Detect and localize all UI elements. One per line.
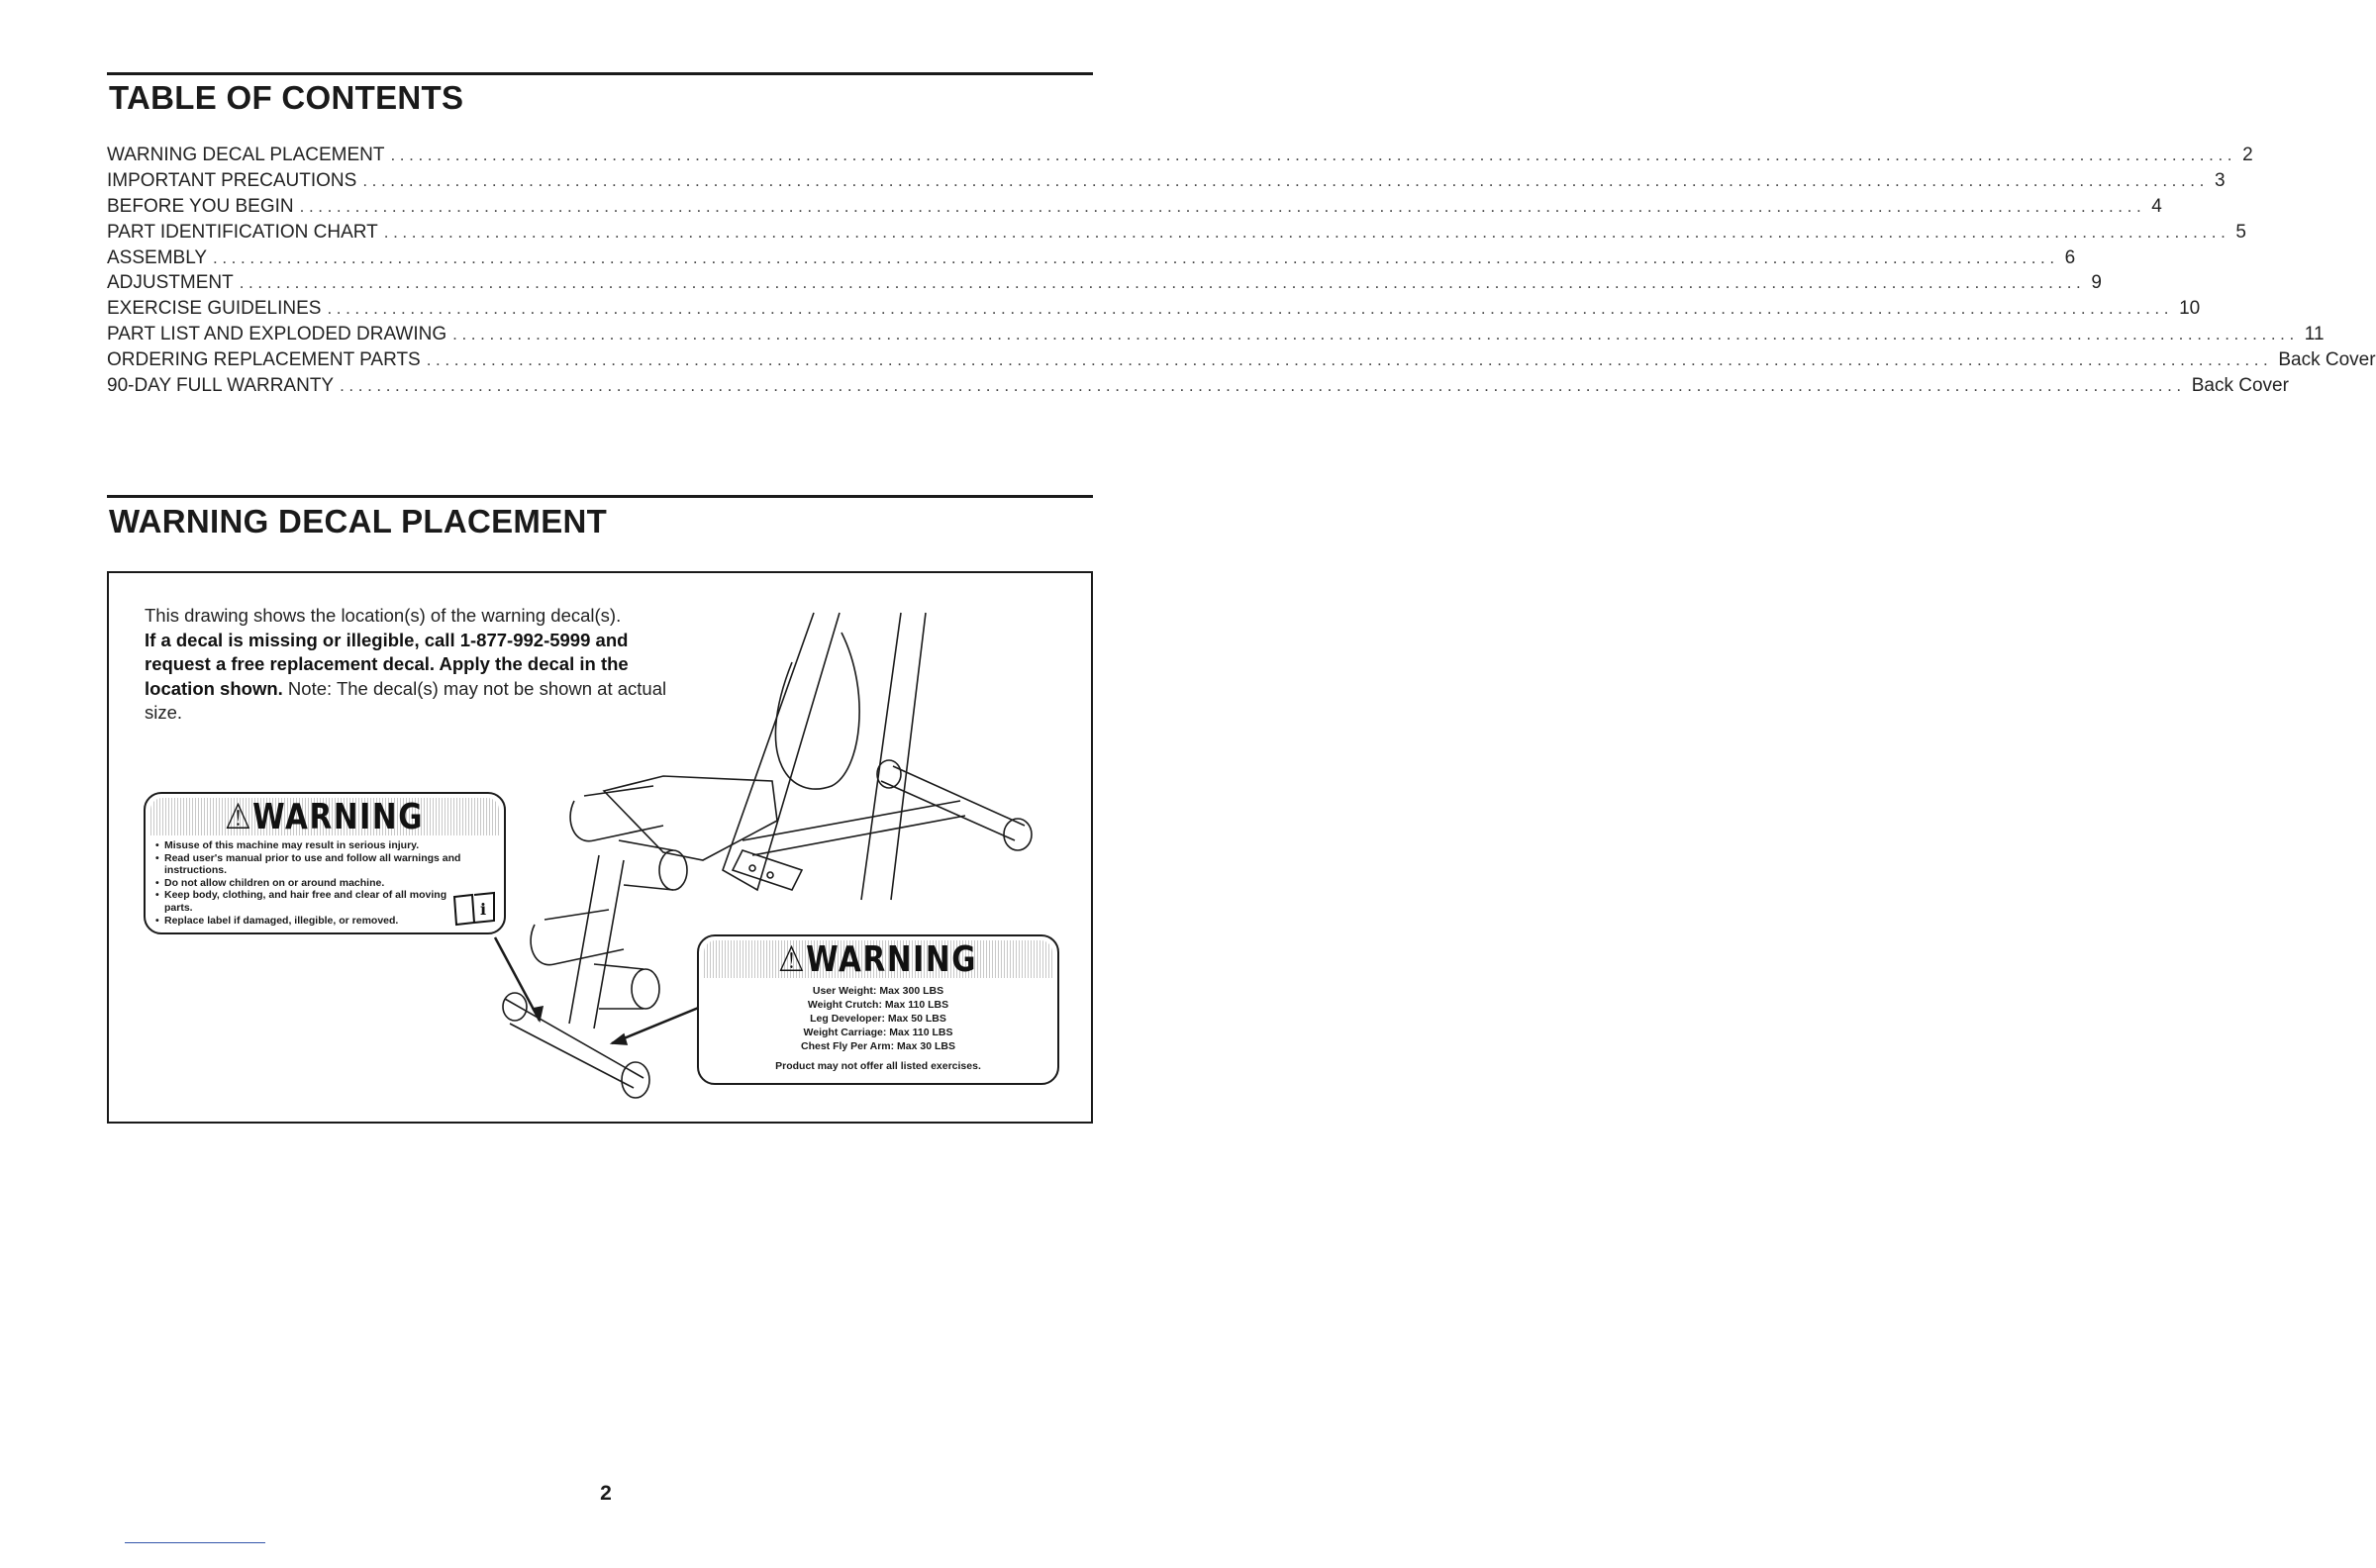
toc-title: TABLE OF CONTENTS — [109, 79, 464, 116]
warning-decal-left — [144, 792, 506, 934]
section-rule — [107, 495, 1093, 498]
toc-entry-label: WARNING DECAL PLACEMENT — [107, 145, 385, 165]
svg-text:i: i — [480, 900, 487, 919]
decal-footer-note: Product may not offer all listed exercises. — [775, 1060, 981, 1072]
toc-entry-label: BEFORE YOU BEGIN — [107, 195, 294, 217]
decal-pointer-arrow — [533, 1007, 543, 1021]
weight-limit-line: Weight Crutch: Max 110 LBS — [807, 999, 949, 1011]
weight-limit-line: User Weight: Max 300 LBS — [812, 985, 944, 997]
toc-entry[interactable] — [107, 246, 2076, 273]
toc-entry-label: ASSEMBLY — [107, 246, 208, 268]
toc-entry-page: Back Cover — [2191, 375, 2289, 397]
toc-entry-page: 5 — [2235, 221, 2246, 243]
toc-entry-page: 3 — [2214, 169, 2226, 191]
page-number: 2 — [600, 1482, 612, 1505]
toc-leader-dots: ........................................................................................................................................................................................................ — [426, 350, 2273, 370]
warning-section-title: WARNING DECAL PLACEMENT — [109, 503, 608, 539]
upper-roller-body — [619, 840, 673, 890]
read-manual-icon — [452, 891, 496, 927]
decal-title: ⚠WARNING — [778, 938, 978, 980]
decal-warning-item: • Replace label if damaged, illegible, or removed. — [155, 915, 504, 928]
toc-entry-label: ADJUSTMENT — [107, 272, 234, 294]
toc-leader-dots: ........................................................................................................................................................................................................ — [299, 196, 2146, 216]
toc-leader-dots: ........................................................................................................................................................................................................ — [452, 325, 2299, 344]
toc-leader-dots: ........................................................................................................................................................................................................ — [327, 299, 2174, 319]
toc-leader-dots: ........................................................................................................................................................................................................ — [362, 170, 2209, 190]
decal-pointer-arrow — [612, 1034, 627, 1044]
toc-entry-page: 6 — [2064, 246, 2076, 268]
decal-warning-item: • Misuse of this machine may result in serious injury. — [155, 839, 504, 852]
decal-banner — [150, 798, 499, 835]
warning-triangle-icon: ⚠ — [225, 796, 253, 837]
stabilizer-cap — [1004, 819, 1032, 850]
upper-roller — [570, 786, 663, 841]
toc-entry-label: EXERCISE GUIDELINES — [107, 298, 322, 320]
weight-limit-line: Weight Carriage: Max 110 LBS — [803, 1027, 953, 1038]
base-cap — [622, 1062, 649, 1098]
backrest-outline — [723, 613, 840, 890]
intro-note-text: Note: The decal(s) may not be shown at actual size. — [145, 677, 667, 723]
decal-warning-item: • Keep body, clothing, and hair free and clear of all moving parts. — [155, 889, 451, 914]
toc-entry[interactable] — [107, 145, 2253, 170]
weight-limit-line: Chest Fly Per Arm: Max 30 LBS — [801, 1040, 955, 1052]
toc-entry[interactable] — [107, 272, 2102, 298]
toc-entry-page: 4 — [2151, 195, 2162, 217]
toc-leader-dots: ........................................................................................................................................................................................................ — [383, 222, 2230, 242]
toc-entry[interactable] — [107, 169, 2226, 196]
warning-triangle-icon: ⚠ — [778, 938, 807, 980]
toc-entry[interactable] — [107, 221, 2246, 247]
bracket-hole — [767, 872, 773, 878]
weight-limit-line: Leg Developer: Max 50 LBS — [810, 1013, 946, 1025]
decal-instructions — [145, 604, 679, 726]
toc-leader-dots: ........................................................................................................................................................................................................ — [390, 146, 2237, 164]
toc-entry[interactable] — [107, 324, 2325, 349]
warning-decal-right — [697, 934, 1059, 1085]
toc-entry-label: PART LIST AND EXPLODED DRAWING — [107, 324, 447, 345]
toc-entry-page: 10 — [2179, 298, 2201, 320]
backrest-edge — [861, 613, 926, 900]
decal-warning-item: • Read user's manual prior to use and follow all warnings and instructions. — [155, 852, 491, 877]
toc-entry[interactable] — [107, 375, 2289, 401]
decal-title: ⚠WARNING — [225, 796, 425, 837]
toc-entry-label: PART IDENTIFICATION CHART — [107, 221, 378, 243]
toc-entry-page: 2 — [2242, 145, 2253, 165]
toc-entry-page: 9 — [2091, 272, 2102, 294]
decal-warning-item: • Do not allow children on or around machine. — [155, 877, 504, 890]
toc-entry-label: ORDERING REPLACEMENT PARTS — [107, 349, 421, 371]
toc-entry[interactable] — [107, 349, 2376, 375]
footer-line — [125, 1542, 265, 1543]
toc-leader-dots: ........................................................................................................................................................................................................ — [340, 376, 2186, 396]
weight-limit-list — [699, 984, 1057, 1073]
table-of-contents — [107, 145, 2376, 401]
toc-entry-page: Back Cover — [2278, 349, 2376, 371]
base-cap — [503, 993, 527, 1021]
decal-banner — [704, 940, 1052, 978]
toc-entry-page: 11 — [2304, 324, 2325, 345]
intro-bold-text: If a decal is missing or illegible, call 1-877-992-5999 and request a free replacement decal. Apply the decal in the location shown. — [145, 629, 629, 699]
upper-roller-end — [659, 850, 687, 890]
lower-roller-end — [632, 969, 659, 1009]
intro-plain-text: This drawing shows the location(s) of the warning decal(s). — [145, 605, 622, 626]
top-rule — [107, 72, 1093, 75]
bracket-hole — [749, 865, 755, 871]
toc-entry-label: 90-DAY FULL WARRANTY — [107, 375, 335, 397]
toc-entry[interactable] — [107, 195, 2162, 222]
toc-leader-dots: ........................................................................................................................................................................................................ — [239, 273, 2086, 293]
leg-post — [569, 855, 624, 1029]
toc-leader-dots: ........................................................................................................................................................................................................ — [213, 247, 2059, 267]
toc-entry[interactable] — [107, 298, 2201, 324]
toc-entry-label: IMPORTANT PRECAUTIONS — [107, 169, 357, 191]
backrest-panel — [775, 633, 859, 789]
